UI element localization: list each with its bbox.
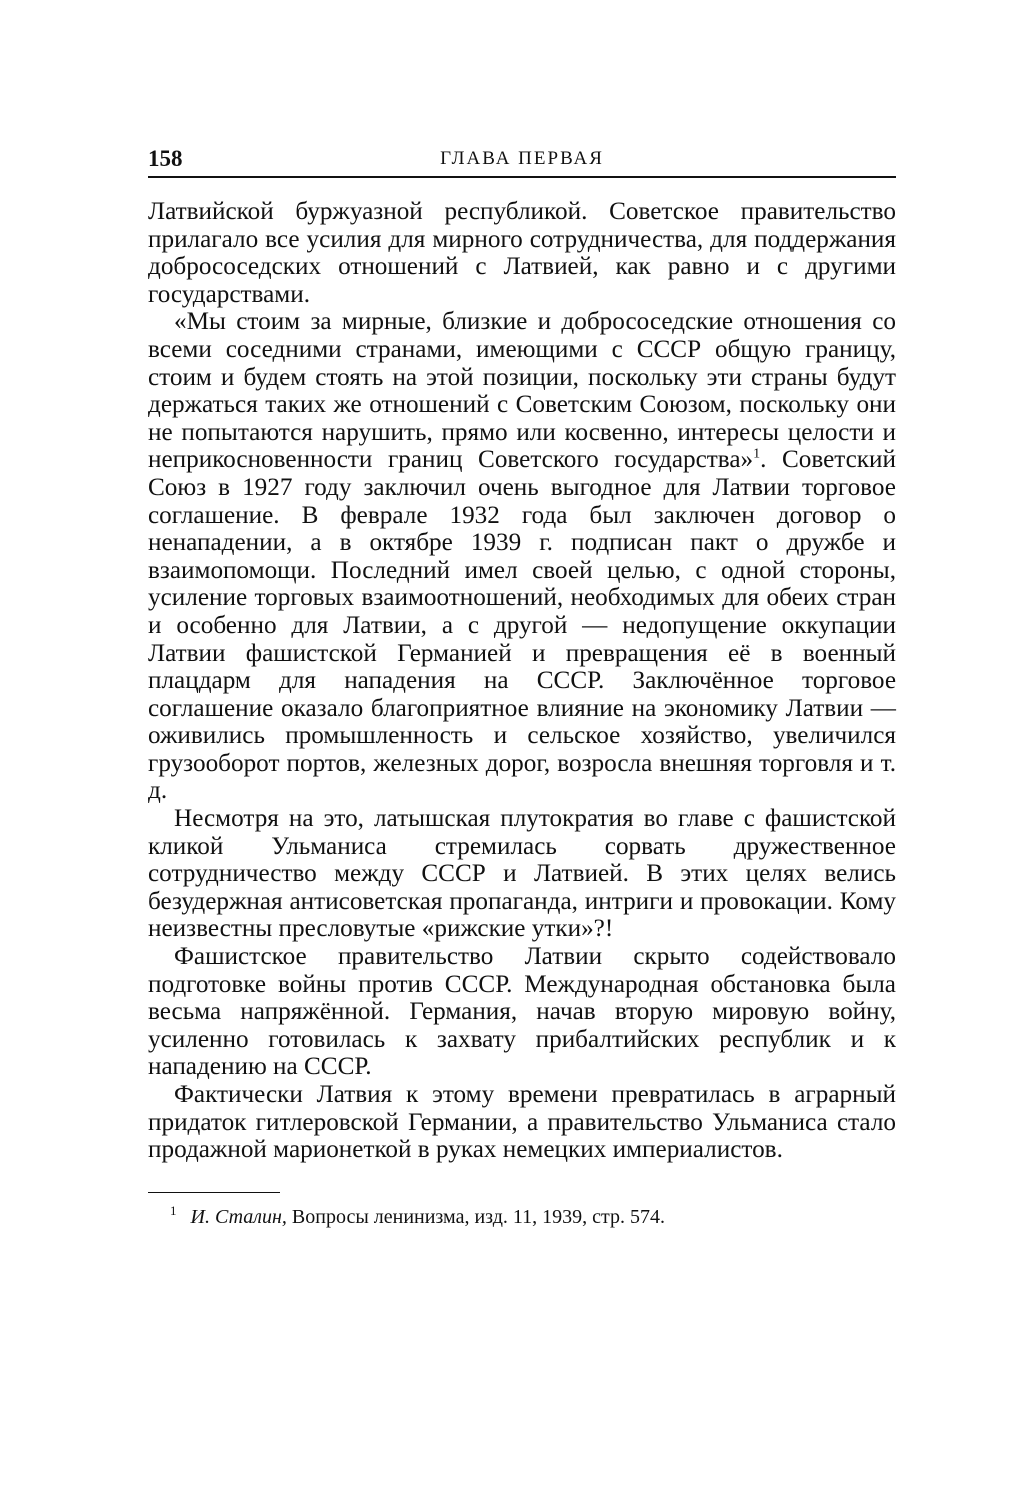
paragraph-1: Латвийской буржуазной республикой. Советское правительство прилагало все усилия для мирного сотрудничества, для поддержания добрососедских отношений с Латвией, как равно и с другими государствами. — [148, 198, 896, 308]
paragraph-2-continuation: . Советский Союз в 1927 году заключил очень выгодное для Латвии торговое соглашение. В феврале 1932 года был заключен договор о ненападении, а в октябре 1939 г. подписан пакт о дружбе и взаимопомощи. Последний имел своей целью, с одной стороны, усиление торговых взаимоотношений, необходимых для обеих стран и особенно для Латвии, а с другой — недопущение оккупации Латвии фашистской Германией и превращения её в военный плацдарм для нападения на СССР. Заключённое торговое соглашение оказало благоприятное влияние на экономику Латвии — оживились промышленность и сельское хозяйство, увеличился грузооборот портов, железных дорог, возросла внешняя торговля и т. д. — [148, 446, 896, 805]
footnote-author: И. Сталин, — [190, 1205, 287, 1228]
footnote-reference[interactable]: 1 — [753, 446, 761, 462]
footnote — [148, 1205, 896, 1229]
paragraph-4: Фашистское правительство Латвии скрыто содействовало подготовке войны против СССР. Международная обстановка была весьма напряжённой. Германия, начав вторую мировую войну, усиленно готовилась к захвату прибалтийских республик и к нападению на СССР. — [148, 943, 896, 1081]
paragraph-3: Несмотря на это, латышская плутократия во главе с фашистской кликой Ульманиса стремилась сорвать дружественное сотрудничество между СССР и Латвией. В этих целях велись безудержная антисоветская пропаганда, интриги и провокации. Кому неизвестны пресловутые «рижские утки»?! — [148, 805, 896, 943]
paragraph-2 — [148, 308, 896, 805]
book-page — [148, 140, 896, 1229]
body-text — [148, 198, 896, 1164]
footnote-mark: 1 — [170, 1203, 177, 1219]
page-number: 158 — [148, 146, 183, 171]
footnote-divider — [148, 1192, 280, 1193]
paragraph-2-quote: «Мы стоим за мирные, близкие и добрососедские отношения со всеми соседними странами, имеющими с СССР общую границу, стоим и будем стоять на этой позиции, поскольку эти страны будут держаться таких же отношений с Советским Союзом, поскольку они не попытаются нарушить, прямо или косвенно, интересы целости и неприкосновенности границ Советского государства» — [148, 308, 896, 474]
paragraph-5: Фактически Латвия к этому времени превратилась в аграрный придаток гитлеровской Германии, а правительство Ульманиса стало продажной марионеткой в руках немецких империалистов. — [148, 1081, 896, 1164]
running-header — [148, 140, 896, 178]
footnote-source: Вопросы ленинизма, изд. 11, 1939, стр. 574. — [286, 1205, 665, 1228]
chapter-title: ГЛАВА ПЕРВАЯ — [440, 148, 604, 169]
